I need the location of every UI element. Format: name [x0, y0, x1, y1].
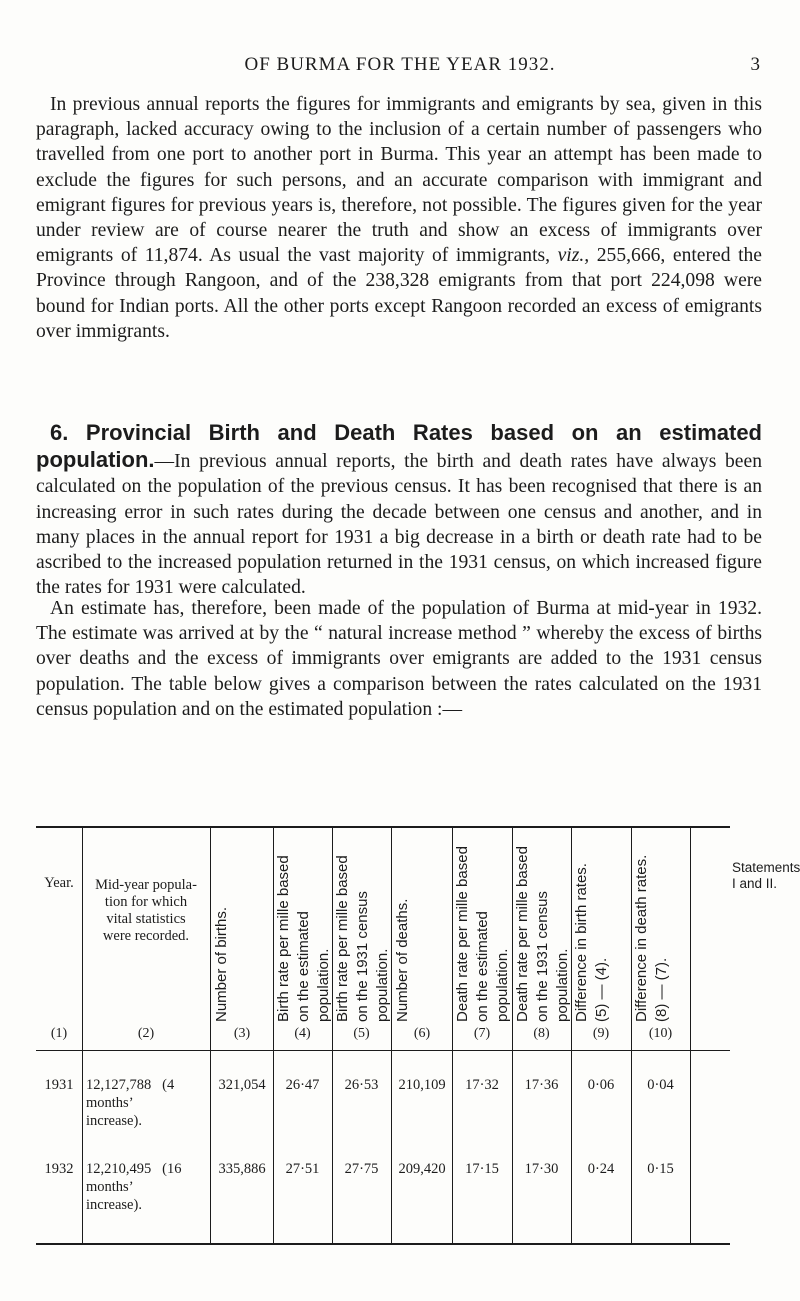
- population-note: months’: [86, 1179, 134, 1195]
- paragraph-section-6: [36, 420, 762, 600]
- col-number: (5): [353, 1026, 370, 1041]
- col-number: (6): [413, 1026, 431, 1041]
- population-note: (4: [162, 1077, 175, 1093]
- col-number: (4): [294, 1026, 311, 1041]
- population-note: increase).: [86, 1197, 142, 1213]
- running-head: OF BURMA FOR THE YEAR 1932.: [244, 54, 556, 75]
- cell-death-rate-census: 17·30: [524, 1161, 559, 1177]
- cell-deaths: 210,109: [398, 1077, 446, 1093]
- cell-diff-death: 0·04: [647, 1077, 674, 1093]
- population-note: months’: [86, 1095, 134, 1111]
- cell-diff-death: 0·15: [647, 1161, 674, 1177]
- table-header-rule: [36, 1050, 730, 1051]
- paragraph-text: An estimate has, therefore, been made of the population of Burma at mid-year in 1932. The estimate was arrived at by the “ natural increase method ” whereby the excess of births over deaths and the excess of immigrants over emigrants are added to the 1931 census population. The table below gives a comparison between the rates calculated on the 1931 census population and on the estimated population :—: [36, 598, 762, 720]
- col-header-line: were recorded.: [102, 928, 190, 944]
- paragraph-text-viz: viz.,: [557, 245, 590, 267]
- cell-year: 1932: [44, 1161, 74, 1177]
- column-rule: [82, 828, 83, 1243]
- col-header-diff-birth: Difference in birth rates. (5) — (4).: [573, 863, 610, 1022]
- col-header-diff-death: Difference in death rates. (8) — (7).: [633, 854, 670, 1022]
- cell-births: 321,054: [218, 1077, 266, 1093]
- col-header-birth-rate-census: Birth rate per mille based on the 1931 census population.: [334, 855, 391, 1022]
- population-note: (16: [162, 1161, 182, 1177]
- col-header-death-rate-census: Death rate per mille based on the 1931 census population.: [514, 846, 571, 1022]
- paragraph-text-end: 255,666, entered the Province through Rangoon, and of the 238,328 emigrants from that port 224,098 were bound for Indian ports. All the other ports except Rangoon recorded an excess of emigrants over immigrants.: [36, 245, 763, 342]
- col-number: (7): [473, 1026, 491, 1041]
- population-value: 12,210,495: [86, 1161, 152, 1177]
- paragraph-text: —In previous annual reports, the birth and death rates have always been calculated on the population of the previous census. It has been recognised that there is an increasing error in such rates during the decade between one census and another, and in many places in the annual report for 1931 a big decrease in a birth or death rate had to be ascribed to the increased population returned in the 1931 census, on which increased figure the rates for 1931 were calculated.: [36, 451, 762, 599]
- cell-population: [86, 1076, 208, 1130]
- col-header-line: vital statistics: [106, 911, 186, 927]
- cell-birth-rate-census: 26·53: [344, 1077, 379, 1093]
- population-note: increase).: [86, 1113, 142, 1129]
- side-note-line: I and II.: [732, 876, 778, 891]
- col-header-births: Number of births.: [213, 906, 230, 1022]
- cell-diff-birth: 0·24: [587, 1161, 615, 1177]
- col-number: (9): [592, 1026, 610, 1041]
- population-value: 12,127,788: [86, 1077, 152, 1093]
- col-number: (2): [137, 1026, 155, 1041]
- paragraph-estimate: [36, 596, 762, 722]
- col-number: (10): [648, 1026, 673, 1041]
- col-header-line: Mid-year popula-: [95, 877, 197, 893]
- side-note-line: Statements: [732, 860, 800, 875]
- col-header-death-rate-estimated: Death rate per mille based on the estimated population.: [454, 846, 511, 1022]
- cell-year: 1931: [44, 1077, 74, 1093]
- paragraph-text: In previous annual reports the figures for immigrants and emigrants by sea, given in this paragraph, lacked accuracy owing to the inclusion of a certain number of passengers who travelled from one port to another port in Burma. This year an attempt has been made to exclude the figures for such persons, and an accurate comparison with immigrant and emigrant figures for previous years is, therefore, not possible. The figures given for the year under review are of course nearer the truth and show an excess of immigrants over emigrants of 11,874. As usual the vast majority of immigrants,: [36, 94, 762, 267]
- col-header-deaths: Number of deaths.: [394, 898, 411, 1022]
- col-header-population: [84, 877, 208, 945]
- cell-population: [86, 1160, 208, 1214]
- table-bottom-rule: [36, 1243, 730, 1245]
- section-heading: 6. Provincial Birth and Death Rates based on an estimated population.: [36, 420, 762, 473]
- paragraph-immigration: [36, 92, 762, 344]
- cell-deaths: 209,420: [398, 1161, 446, 1177]
- cell-death-rate-census: 17·36: [524, 1077, 559, 1093]
- col-number: (1): [50, 1026, 68, 1041]
- table-top-rule: [36, 826, 730, 828]
- col-header-line: tion for which: [104, 894, 188, 910]
- cell-diff-birth: 0·06: [587, 1077, 615, 1093]
- cell-births: 335,886: [218, 1161, 266, 1177]
- cell-death-rate-estimated: 17·32: [465, 1077, 499, 1093]
- col-number: (8): [533, 1026, 550, 1041]
- cell-birth-rate-census: 27·75: [344, 1161, 379, 1177]
- side-note: [732, 860, 800, 892]
- page-number: 3: [750, 54, 760, 75]
- cell-birth-rate-estimated: 26·47: [285, 1077, 320, 1093]
- cell-birth-rate-estimated: 27·51: [285, 1161, 320, 1177]
- col-header-year: Year.: [44, 875, 74, 891]
- cell-death-rate-estimated: 17·15: [465, 1161, 499, 1177]
- col-header-birth-rate-estimated: Birth rate per mille based on the estimated population.: [275, 855, 332, 1022]
- col-number: (3): [233, 1026, 251, 1041]
- column-rule: [210, 828, 211, 1243]
